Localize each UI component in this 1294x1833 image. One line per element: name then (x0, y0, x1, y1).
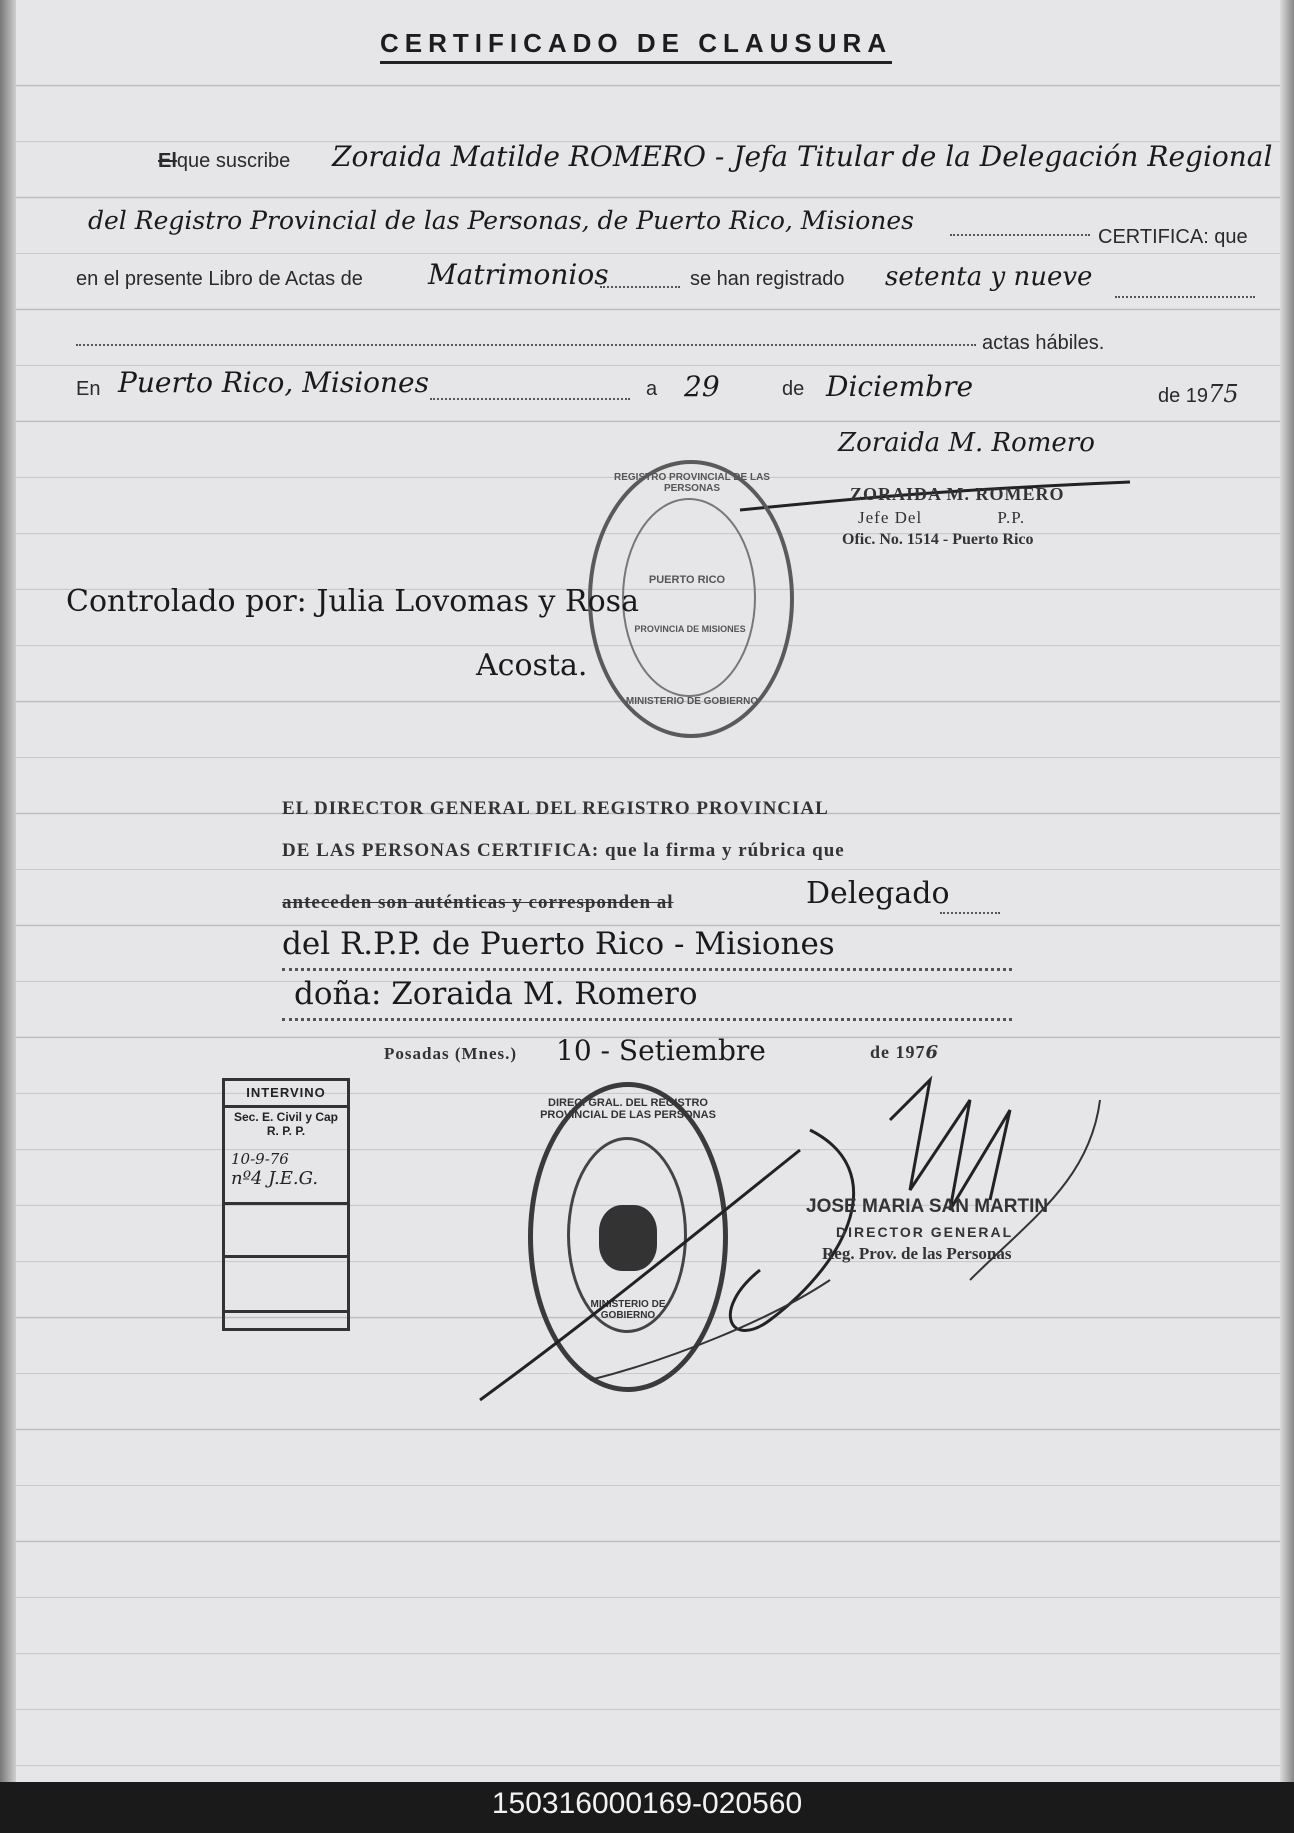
certifica-label: CERTIFICA: que (1098, 226, 1248, 248)
director-stamp-ring-text: DIREC. GRAL. DEL REGISTRO PROVINCIAL DE LAS PERSONAS (540, 1097, 716, 1121)
count-handwritten: setenta y nueve (885, 262, 1093, 292)
signer1-office: Ofic. No. 1514 - Puerto Rico (842, 531, 1034, 548)
line5-en: En (76, 378, 101, 400)
actas-habiles: actas hábiles. (982, 332, 1105, 354)
intervino-office: Sec. E. Civil y Cap R. P. P. (233, 1110, 339, 1138)
director-cert-line2: DE LAS PERSONAS CERTIFICA: que la firma y rúbrica que (282, 840, 845, 861)
stamp-inner-ring (622, 498, 756, 697)
director-cert-line3: anteceden son auténticas y corresponden al (282, 892, 674, 913)
dotted-fill (282, 968, 1012, 971)
month-handwritten: Diciembre (826, 370, 974, 403)
dotted-fill (430, 398, 630, 400)
stamp-province-text: PROVINCIA DE MISIONES (634, 624, 746, 634)
page-left-edge (0, 0, 16, 1782)
dotted-fill (282, 1018, 1012, 1021)
line3-print-a: en el presente Libro de Actas de (76, 268, 363, 290)
book-type-handwritten: Matrimonios (428, 258, 609, 291)
line1-print: que suscribe (176, 150, 291, 172)
line5-year-prefix: de 1975 (1158, 380, 1239, 408)
day-handwritten: 29 (684, 370, 720, 403)
date-handwritten: 10 - Setiembre (556, 1034, 766, 1067)
line5-a: a (646, 378, 658, 400)
dotted-fill (950, 234, 1090, 236)
line1-handwritten: Zoraida Matilde ROMERO - Jefa Titular de la Delegación Regional (332, 140, 1273, 173)
stamp-inner-text: PUERTO RICO (648, 574, 726, 586)
controlled-note-line1: Controlado por: Julia Lovomas y Rosa (66, 584, 639, 619)
signer1-name: ZORAIDA M. ROMERO (850, 484, 1065, 504)
director-org: Reg. Prov. de las Personas (822, 1244, 1012, 1263)
intervino-header: INTERVINO (225, 1081, 347, 1108)
director-role: DIRECTOR GENERAL (836, 1224, 1014, 1240)
intervino-handwritten: 10-9-76 nº4 J.E.G. (225, 1150, 347, 1205)
intervino-empty-row (225, 1258, 347, 1313)
stamp-bottom-text: MINISTERIO DE GOBIERNO (625, 696, 759, 707)
director-cert-line1: EL DIRECTOR GENERAL DEL REGISTRO PROVINCIAL (282, 798, 829, 819)
stamp-top-text: REGISTRO PROVINCIAL DE LAS PERSONAS (614, 472, 770, 494)
place-handwritten: Puerto Rico, Misiones (118, 366, 429, 399)
line3-print-b: se han registrado (690, 268, 845, 290)
signature-romero: Zoraida M. Romero (838, 428, 1095, 458)
director-stamp-inner-text: MINISTERIO DE GOBIERNO (590, 1299, 666, 1321)
dotted-fill (600, 286, 680, 288)
controlled-note-line2: Acosta. (476, 648, 588, 683)
dotted-fill (76, 344, 976, 346)
delegado-handwritten: Delegado (806, 876, 950, 911)
year-print: de 1976 (870, 1042, 940, 1063)
signer1-role: Jefe Del P.P. (858, 508, 1026, 527)
director-name: JOSE MARIA SAN MARTIN (806, 1196, 1049, 1217)
posadas-label: Posadas (Mnes.) (384, 1044, 518, 1063)
dotted-fill (1115, 296, 1255, 298)
struck-prefix: Elque suscribe (158, 150, 291, 172)
document-id: 150316000169-020560 (491, 1787, 803, 1820)
line5-de: de (782, 378, 805, 400)
intervino-box (222, 1078, 350, 1331)
year-digit-handwritten: 6 (925, 1042, 940, 1063)
certificate-title: CERTIFICADO DE CLAUSURA (380, 28, 892, 64)
year-handwritten: 75 (1208, 380, 1239, 408)
intervino-empty-row (225, 1205, 347, 1258)
director-signature (470, 1060, 1110, 1420)
page-right-edge (1280, 0, 1294, 1782)
line2-handwritten: del Registro Provincial de las Personas, de Puerto Rico, Misiones (88, 206, 914, 235)
dona-handwritten: doña: Zoraida M. Romero (294, 976, 698, 1012)
dotted-fill (940, 912, 1000, 914)
delegation-handwritten: del R.P.P. de Puerto Rico - Misiones (282, 926, 835, 962)
